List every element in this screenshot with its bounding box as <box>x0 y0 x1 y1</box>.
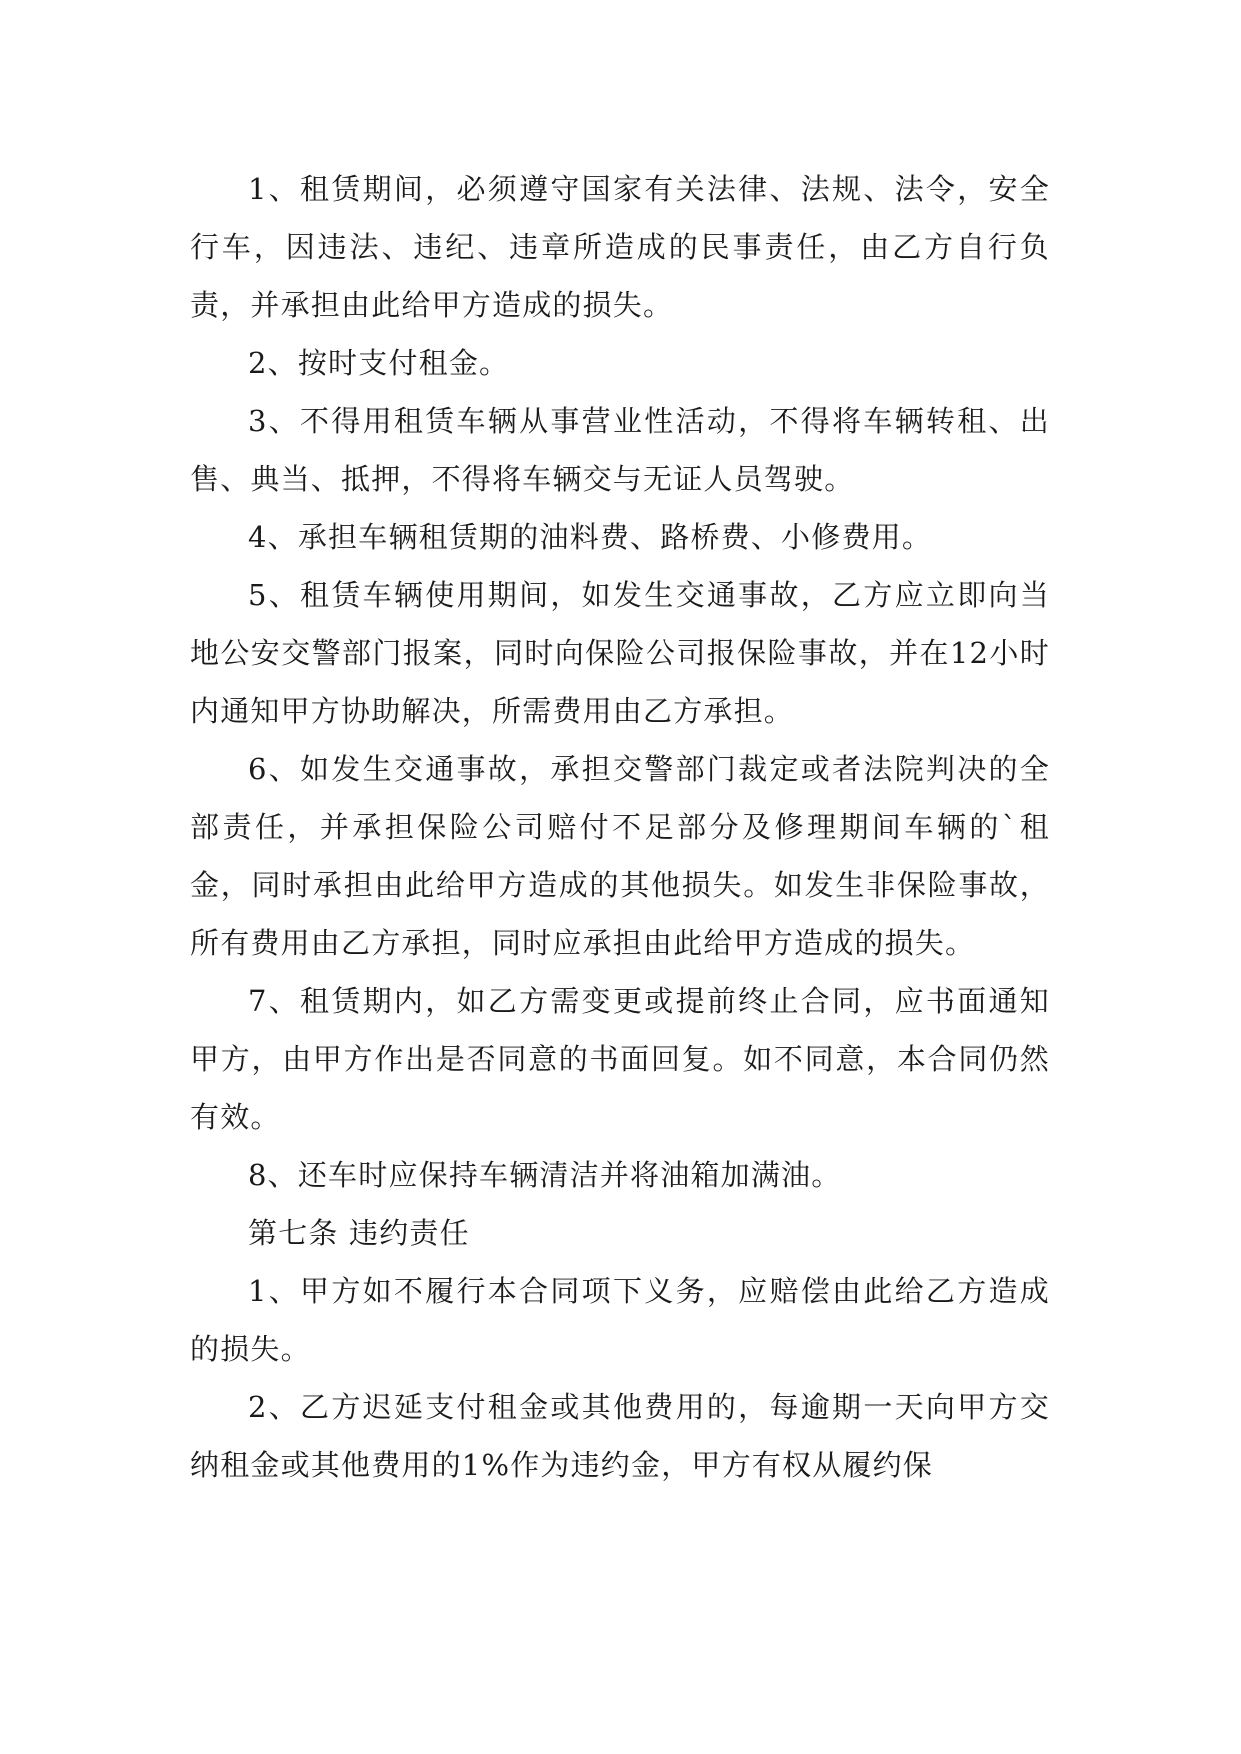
clause-6: 6、如发生交通事故，承担交警部门裁定或者法院判决的全部责任，并承担保险公司赔付不足部分及修理期间车辆的`租金，同时承担由此给甲方造成的其他损失。如发生非保险事故，所有费用由乙方承担，同时应承担由此给甲方造成的损失。 <box>190 752 1050 960</box>
clause-5: 5、租赁车辆使用期间，如发生交通事故，乙方应立即向当地公安交警部门报案，同时向保险公司报保险事故，并在12小时内通知甲方协助解决，所需费用由乙方承担。 <box>190 578 1050 728</box>
breach-clause-1: 1、甲方如不履行本合同项下义务，应赔偿由此给乙方造成的损失。 <box>190 1274 1050 1366</box>
clause-2: 2、按时支付租金。 <box>248 346 510 380</box>
breach-clause-2: 2、乙方迟延支付租金或其他费用的，每逾期一天向甲方交纳租金或其他费用的1%作为违约金，甲方有权从履约保 <box>190 1390 1050 1482</box>
clause-8: 8、还车时应保持车辆清洁并将油箱加满油。 <box>248 1158 842 1192</box>
clause-7: 7、租赁期内，如乙方需变更或提前终止合同，应书面通知甲方，由甲方作出是否同意的书面回复。如不同意，本合同仍然有效。 <box>190 984 1050 1134</box>
document-body <box>190 160 1050 1494</box>
clause-1: 1、租赁期间，必须遵守国家有关法律、法规、法令，安全行车，因违法、违纪、违章所造成的民事责任，由乙方自行负责，并承担由此给甲方造成的损失。 <box>190 172 1050 322</box>
section-heading: 第七条 违约责任 <box>248 1216 470 1250</box>
clause-4: 4、承担车辆租赁期的油料费、路桥费、小修费用。 <box>248 520 933 554</box>
clause-3: 3、不得用租赁车辆从事营业性活动，不得将车辆转租、出售、典当、抵押，不得将车辆交与无证人员驾驶。 <box>190 404 1050 496</box>
